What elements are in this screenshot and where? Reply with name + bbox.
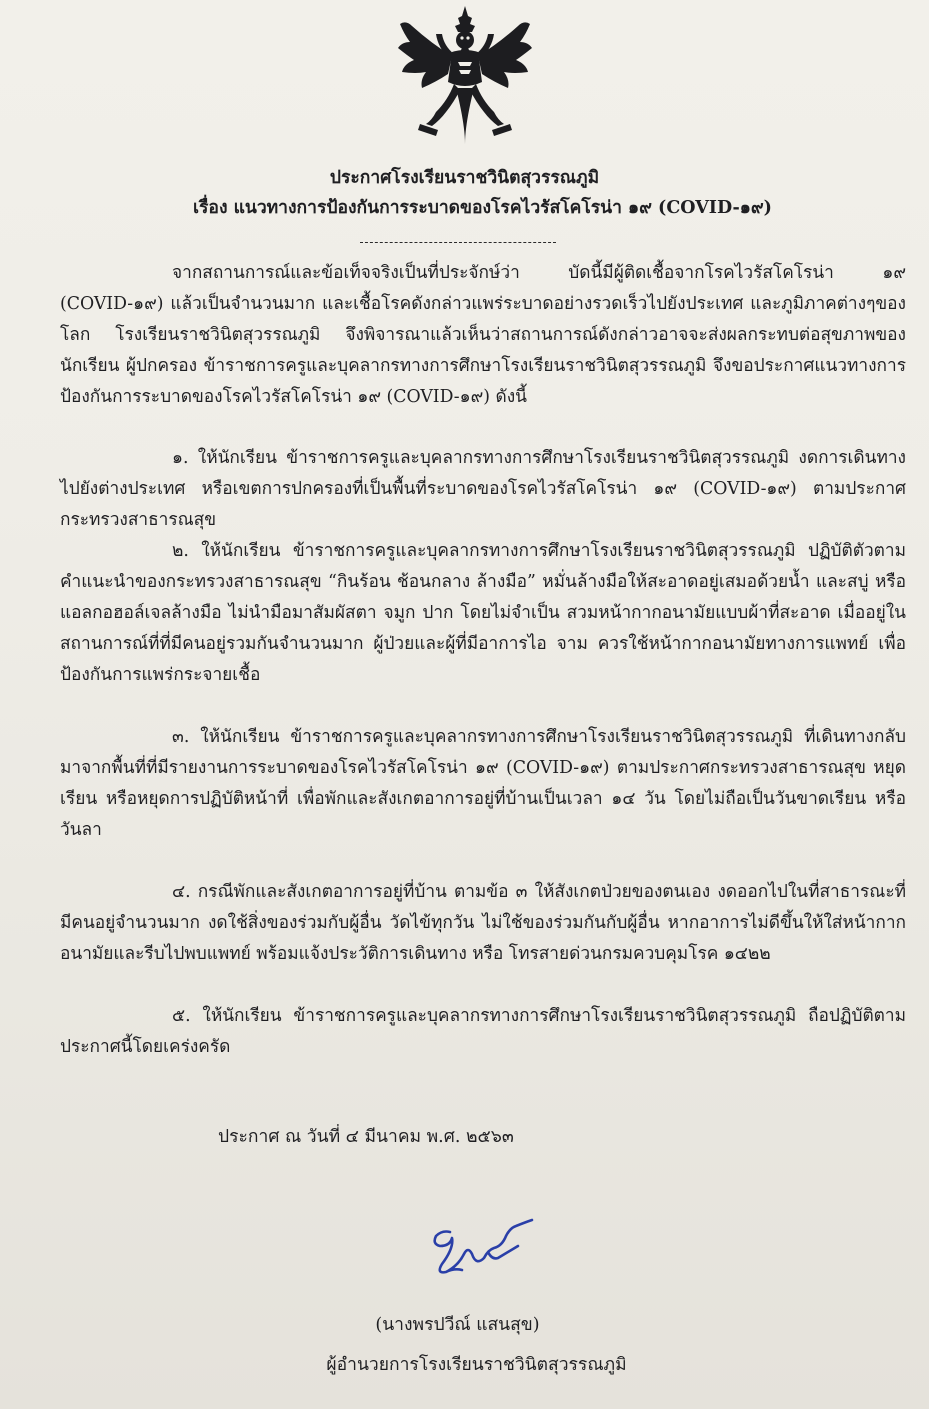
signer-name: (นางพรปวีณ์ แสนสุข) xyxy=(375,1315,540,1335)
announcement-title: ประกาศโรงเรียนราชวินิตสุวรรณภูมิ xyxy=(329,168,600,188)
announcement-subject: เรื่อง แนวทางการป้องกันการระบาดของโรคไวรัสโคโรน่า ๑๙ (COVID-๑๙) xyxy=(193,198,772,218)
preamble-paragraph: จากสถานการณ์และข้อเท็จจริงเป็นที่ประจักษ์ว่า บัดนี้มีผู้ติดเชื้อจากโรคไวรัสโคโรน่า ๑๙ (COVID-๑๙) แล้วเป็นจำนวนมาก และเชื้อโรคดังกล่าวแพร่ระบาดอย่างรวดเร็วไปยังประเทศ และภูมิภาคต่างๆของโลก โรงเรียนราชวินิตสุวรรณภูมิ จึงพิจารณาแล้วเห็นว่าสถานการณ์ดังกล่าวอาจจะส่งผลกระทบต่อสุขภาพของนักเรียน ผู้ปกครอง ข้าราชการครูและบุคลากรทางการศึกษาโรงเรียนราชวินิตสุวรรณภูมิ จึงขอประกาศแนวทางการป้องกันการระบาดของโรคไวรัสโคโรน่า ๑๙ (COVID-๑๙) ดังนี้ xyxy=(60,263,906,407)
signer-title: ผู้อำนวยการโรงเรียนราชวินิตสุวรรณภูมิ xyxy=(326,1355,627,1375)
announcement-date: ประกาศ ณ วันที่ ๔ มีนาคม พ.ศ. ๒๕๖๓ xyxy=(218,1127,514,1147)
list-item-4: ๔. กรณีพักและสังเกตอาการอยู่ที่บ้าน ตามข้อ ๓ ให้สังเกตป่วยของตนเอง งดออกไปในที่สาธารณะที่มีคนอยู่จำนวนมาก งดใช้สิ่งของร่วมกับผู้อื่น วัดไข้ทุกวัน ไม่ใช้ของร่วมกันกับผู้อื่น หากอาการไม่ดีขึ้นให้ใส่หน้ากากอนามัยและรีบไปพบแพทย์ พร้อมแจ้งประวัติการเดินทาง หรือ โทรสายด่วนกรมควบคุมโรค ๑๔๒๒ xyxy=(60,882,906,964)
list-item-2: ๒. ให้นักเรียน ข้าราชการครูและบุคลากรทางการศึกษาโรงเรียนราชวินิตสุวรรณภูมิ ปฏิบัติตัวตามคำแนะนำของกระทรวงสาธารณสุข “กินร้อน ช้อนกลาง ล้างมือ” หมั่นล้างมือให้สะอาดอยู่เสมอด้วยน้ำ และสบู่ หรือแอลกอฮอล์เจลล้างมือ ไม่นำมือมาสัมผัสตา จมูก ปาก โดยไม่จำเป็น สวมหน้ากากอนามัยแบบผ้าที่สะอาด เมื่ออยู่ในสถานการณ์ที่ที่มีคนอยู่รวมกันจำนวนมาก ผู้ป่วยและผู้ที่มีอาการไอ จาม ควรใช้หน้ากากอนามัยทางการแพทย์ เพื่อป้องกันการแพร่กระจายเชื้อ xyxy=(60,541,906,685)
list-item-5: ๕. ให้นักเรียน ข้าราชการครูและบุคลากรทางการศึกษาโรงเรียนราชวินิตสุวรรณภูมิ ถือปฏิบัติตามประกาศนี้โดยเคร่งครัด xyxy=(60,1006,906,1057)
garuda-emblem-icon xyxy=(392,4,538,146)
divider xyxy=(360,242,556,243)
list-item-3: ๓. ให้นักเรียน ข้าราชการครูและบุคลากรทางการศึกษาโรงเรียนราชวินิตสุวรรณภูมิ ที่เดินทางกลับมาจากพื้นที่ที่มีรายงานการระบาดของโรคไวรัสโคโรน่า ๑๙ (COVID-๑๙) ตามประกาศกระทรวงสาธารณสุข หยุดเรียน หรือหยุดการปฏิบัติหน้าที่ เพื่อพักและสังเกตอาการอยู่ที่บ้านเป็นเวลา ๑๔ วัน โดยไม่ถือเป็นวันขาดเรียน หรือวันลา xyxy=(60,727,906,840)
signature-image xyxy=(428,1218,540,1284)
list-item-1: ๑. ให้นักเรียน ข้าราชการครูและบุคลากรทางการศึกษาโรงเรียนราชวินิตสุวรรณภูมิ งดการเดินทางไปยังต่างประเทศ หรือเขตการปกครองที่เป็นพื้นที่ระบาดของโรคไวรัสโคโรน่า ๑๙ (COVID-๑๙) ตามประกาศกระทรวงสาธารณสุข xyxy=(60,448,906,530)
